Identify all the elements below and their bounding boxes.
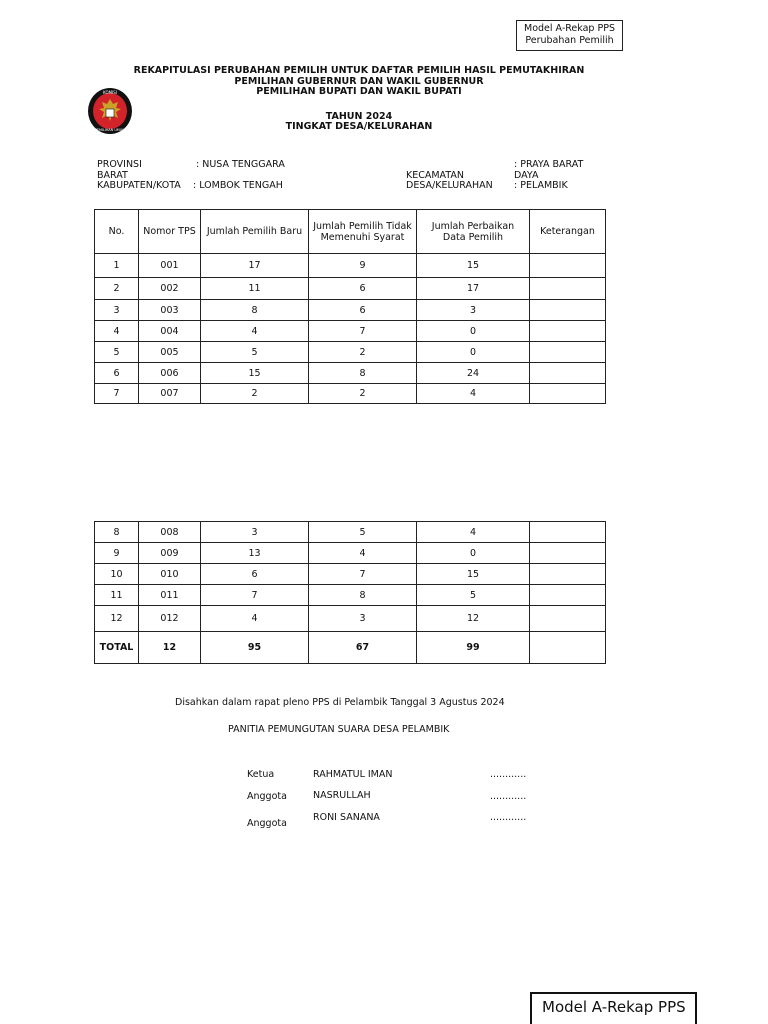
table-cell: 8 [309,585,417,606]
table-row [95,300,606,321]
table-cell: 4 [417,384,530,404]
model-form-box [516,20,623,51]
col-no-header: No. [95,210,139,254]
total-label: TOTAL [95,632,139,664]
table-cell: 006 [139,363,201,384]
table-cell [530,543,606,564]
table-cell: 17 [417,278,530,300]
sign-line-anggota-1: ............ [490,791,527,802]
table-cell: 15 [201,363,309,384]
col-tms-header: Jumlah Pemilih Tidak Memenuhi Syarat [309,210,417,254]
table-cell [530,278,606,300]
table-cell: 17 [201,254,309,278]
total-tms: 67 [309,632,417,664]
title-year: TAHUN 2024 [325,111,393,122]
sign-name-ketua: RAHMATUL IMAN [313,769,393,780]
kecamatan-cont: DAYA [514,170,539,181]
table-cell: 0 [417,342,530,363]
table-cell: 6 [309,300,417,321]
table-cell: 2 [309,384,417,404]
table-cell: 4 [201,606,309,632]
sign-role-ketua: Ketua [247,769,275,780]
table-cell: 8 [95,522,139,543]
committee-text: PANITIA PEMUNGUTAN SUARA DESA PELAMBIK [228,724,450,735]
table-cell: 005 [139,342,201,363]
table-row [95,384,606,404]
table-cell [530,342,606,363]
table-cell: 1 [95,254,139,278]
col-baru-header: Jumlah Pemilih Baru [201,210,309,254]
col-keterangan-header: Keterangan [530,210,606,254]
table-cell [530,384,606,404]
table-cell: 4 [309,543,417,564]
table-cell [530,363,606,384]
kabupaten-value: : LOMBOK TENGAH [193,180,283,191]
sign-line-ketua: ............ [490,769,527,780]
table-cell: 0 [417,543,530,564]
provinsi-cont: BARAT [97,170,128,181]
table-cell: 4 [95,321,139,342]
table-cell [530,300,606,321]
table-cell: 011 [139,585,201,606]
table-cell: 4 [201,321,309,342]
table-cell: 002 [139,278,201,300]
model-form-line2: Perubahan Pemilih [525,35,614,46]
table-row [95,321,606,342]
provinsi-label: PROVINSI [97,159,142,170]
table-cell: 15 [417,564,530,585]
table-cell: 9 [309,254,417,278]
logo-text-bottom: PEMILIHAN UMUM [94,128,126,132]
table-cell: 2 [309,342,417,363]
total-perbaikan: 99 [417,632,530,664]
table-cell: 5 [201,342,309,363]
table-cell: 0 [417,321,530,342]
sign-role-anggota-1: Anggota [247,791,287,802]
provinsi-value: : NUSA TENGGARA [196,159,285,170]
model-form-line1: Model A-Rekap PPS [524,23,615,34]
title-level: TINGKAT DESA/KELURAHAN [285,121,433,132]
total-baru: 95 [201,632,309,664]
approval-text: Disahkan dalam rapat pleno PPS di Pelambik Tanggal 3 Agustus 2024 [175,697,505,708]
table-cell: 010 [139,564,201,585]
desa-label: DESA/KELURAHAN [406,180,493,191]
table-row [95,543,606,564]
table-cell [530,321,606,342]
table-cell: 2 [95,278,139,300]
kecamatan-label: KECAMATAN [406,170,464,181]
table-row [95,254,606,278]
table-row [95,363,606,384]
rekap-table-part1 [94,209,606,404]
desa-value: : PELAMBIK [514,180,568,191]
table-row [95,278,606,300]
table-cell: 008 [139,522,201,543]
title-line3: PEMILIHAN BUPATI DAN WAKIL BUPATI [256,86,462,97]
table-cell: 6 [201,564,309,585]
col-tps-header: Nomor TPS [139,210,201,254]
rekap-table-part2 [94,521,606,664]
table-cell: 7 [309,564,417,585]
table-cell: 004 [139,321,201,342]
table-cell: 5 [95,342,139,363]
table-cell: 7 [95,384,139,404]
table-cell [530,585,606,606]
table-row [95,564,606,585]
table-cell: 7 [309,321,417,342]
table-cell [530,564,606,585]
table-cell [530,606,606,632]
table-cell: 7 [201,585,309,606]
kabupaten-label: KABUPATEN/KOTA [97,180,181,191]
table-cell: 001 [139,254,201,278]
table-cell: 6 [95,363,139,384]
table-cell: 012 [139,606,201,632]
title-line2: PEMILIHAN GUBERNUR DAN WAKIL GUBERNUR [234,76,484,87]
table-cell: 8 [309,363,417,384]
table-cell: 3 [417,300,530,321]
table-cell: 11 [201,278,309,300]
table-cell: 4 [417,522,530,543]
logo-text-top: KOMISI [103,90,117,95]
table-cell: 2 [201,384,309,404]
table-cell: 007 [139,384,201,404]
table-cell: 15 [417,254,530,278]
table-cell: 5 [417,585,530,606]
table-cell: 3 [201,522,309,543]
table-cell: 5 [309,522,417,543]
table-row [95,606,606,632]
table-cell [530,522,606,543]
table-cell: 11 [95,585,139,606]
table-cell: 3 [309,606,417,632]
total-keterangan [530,632,606,664]
table-header-row [95,210,606,254]
table-row [95,585,606,606]
title-line1: REKAPITULASI PERUBAHAN PEMILIH UNTUK DAFTAR PEMILIH HASIL PEMUTAKHIRAN [133,65,585,76]
sign-name-anggota-2: RONI SANANA [313,812,380,823]
table-cell: 009 [139,543,201,564]
table-total-row [95,632,606,664]
kecamatan-value: : PRAYA BARAT [514,159,584,170]
total-tps: 12 [139,632,201,664]
table-cell: 13 [201,543,309,564]
sign-name-anggota-1: NASRULLAH [313,790,371,801]
sign-role-anggota-2: Anggota [247,818,287,829]
table-cell: 8 [201,300,309,321]
sign-line-anggota-2: ............ [490,812,527,823]
table-cell: 12 [417,606,530,632]
table-row [95,522,606,543]
table-cell: 9 [95,543,139,564]
col-perbaikan-header: Jumlah Perbaikan Data Pemilih [417,210,530,254]
table-cell: 003 [139,300,201,321]
table-cell [530,254,606,278]
table-cell: 6 [309,278,417,300]
bottom-model-stamp: Model A-Rekap PPS [530,992,697,1024]
table-cell: 10 [95,564,139,585]
table-cell: 12 [95,606,139,632]
table-cell: 24 [417,363,530,384]
table-cell: 3 [95,300,139,321]
table-row [95,342,606,363]
